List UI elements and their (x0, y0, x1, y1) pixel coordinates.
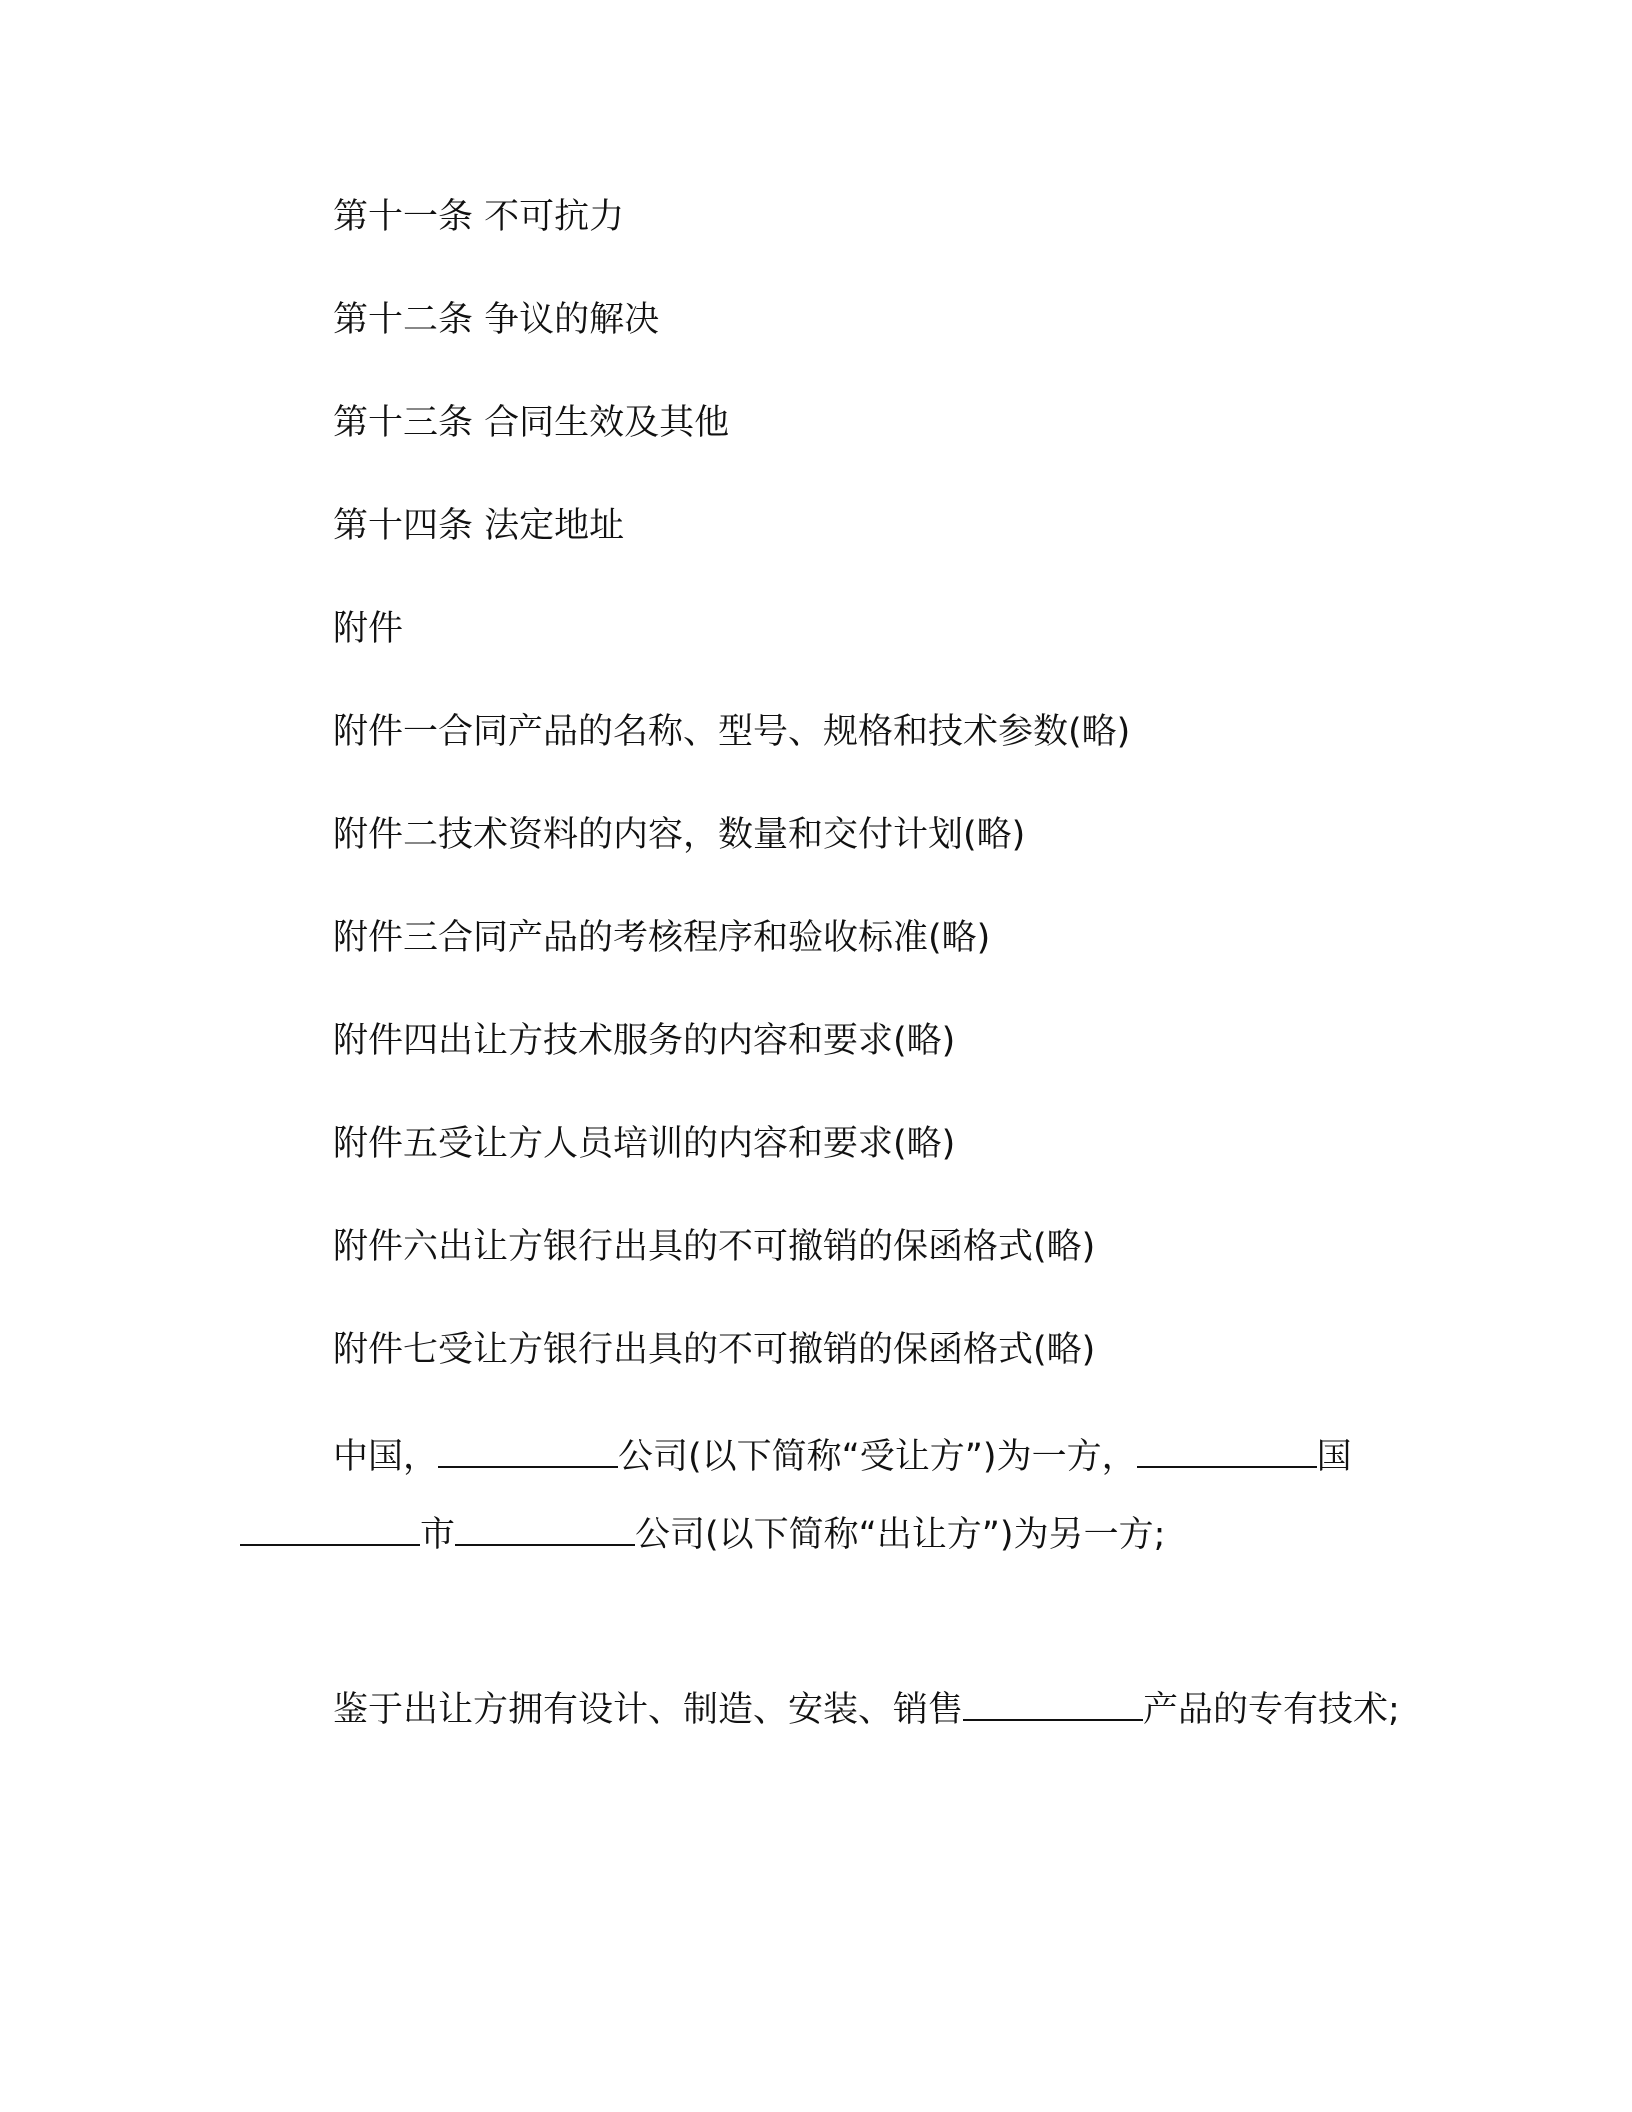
annex-item: 附件一合同产品的名称、型号、规格和技术参数(略) (333, 712, 1131, 752)
blank-field (240, 1514, 420, 1546)
parties-text: 公司(以下简称“出让方”)为另一方; (635, 1515, 1166, 1555)
annex-item: 附件四出让方技术服务的内容和要求(略) (333, 1021, 956, 1061)
article-title: 不可抗力 (484, 197, 625, 237)
article-number: 第十二条 (333, 300, 474, 340)
blank-field (1137, 1436, 1317, 1468)
parties-text: 国 (1316, 1437, 1352, 1477)
whereas-text: 鉴于出让方拥有设计、制造、安装、销售 (333, 1690, 964, 1730)
article-13 (333, 399, 729, 447)
annex-item: 附件七受让方银行出具的不可撤销的保函格式(略) (333, 1330, 1096, 1370)
annex-heading: 附件 (333, 609, 404, 649)
article-number: 第十四条 (333, 506, 474, 546)
parties-text: 市 (420, 1515, 456, 1555)
annex-item: 附件五受让方人员培训的内容和要求(略) (333, 1124, 956, 1164)
article-title: 法定地址 (484, 506, 625, 546)
article-12 (333, 296, 659, 344)
annex-item: 附件六出让方银行出具的不可撤销的保函格式(略) (333, 1227, 1096, 1267)
article-11 (333, 193, 624, 241)
annex-item: 附件三合同产品的考核程序和验收标准(略) (333, 918, 991, 958)
parties-text: 公司(以下简称“受让方”)为一方， (618, 1437, 1137, 1477)
parties-paragraph (240, 1418, 1410, 1574)
whereas-text: 产品的专有技术; (1143, 1690, 1400, 1730)
whereas-paragraph (240, 1671, 1410, 1749)
article-title: 争议的解决 (484, 300, 660, 340)
blank-field (963, 1689, 1143, 1721)
annex-item: 附件二技术资料的内容，数量和交付计划(略) (333, 815, 1026, 855)
article-number: 第十一条 (333, 197, 474, 237)
article-title: 合同生效及其他 (484, 403, 730, 443)
blank-field (455, 1514, 635, 1546)
article-number: 第十三条 (333, 403, 474, 443)
blank-field (438, 1436, 618, 1468)
parties-text: 中国， (333, 1437, 439, 1477)
article-14 (333, 502, 624, 550)
